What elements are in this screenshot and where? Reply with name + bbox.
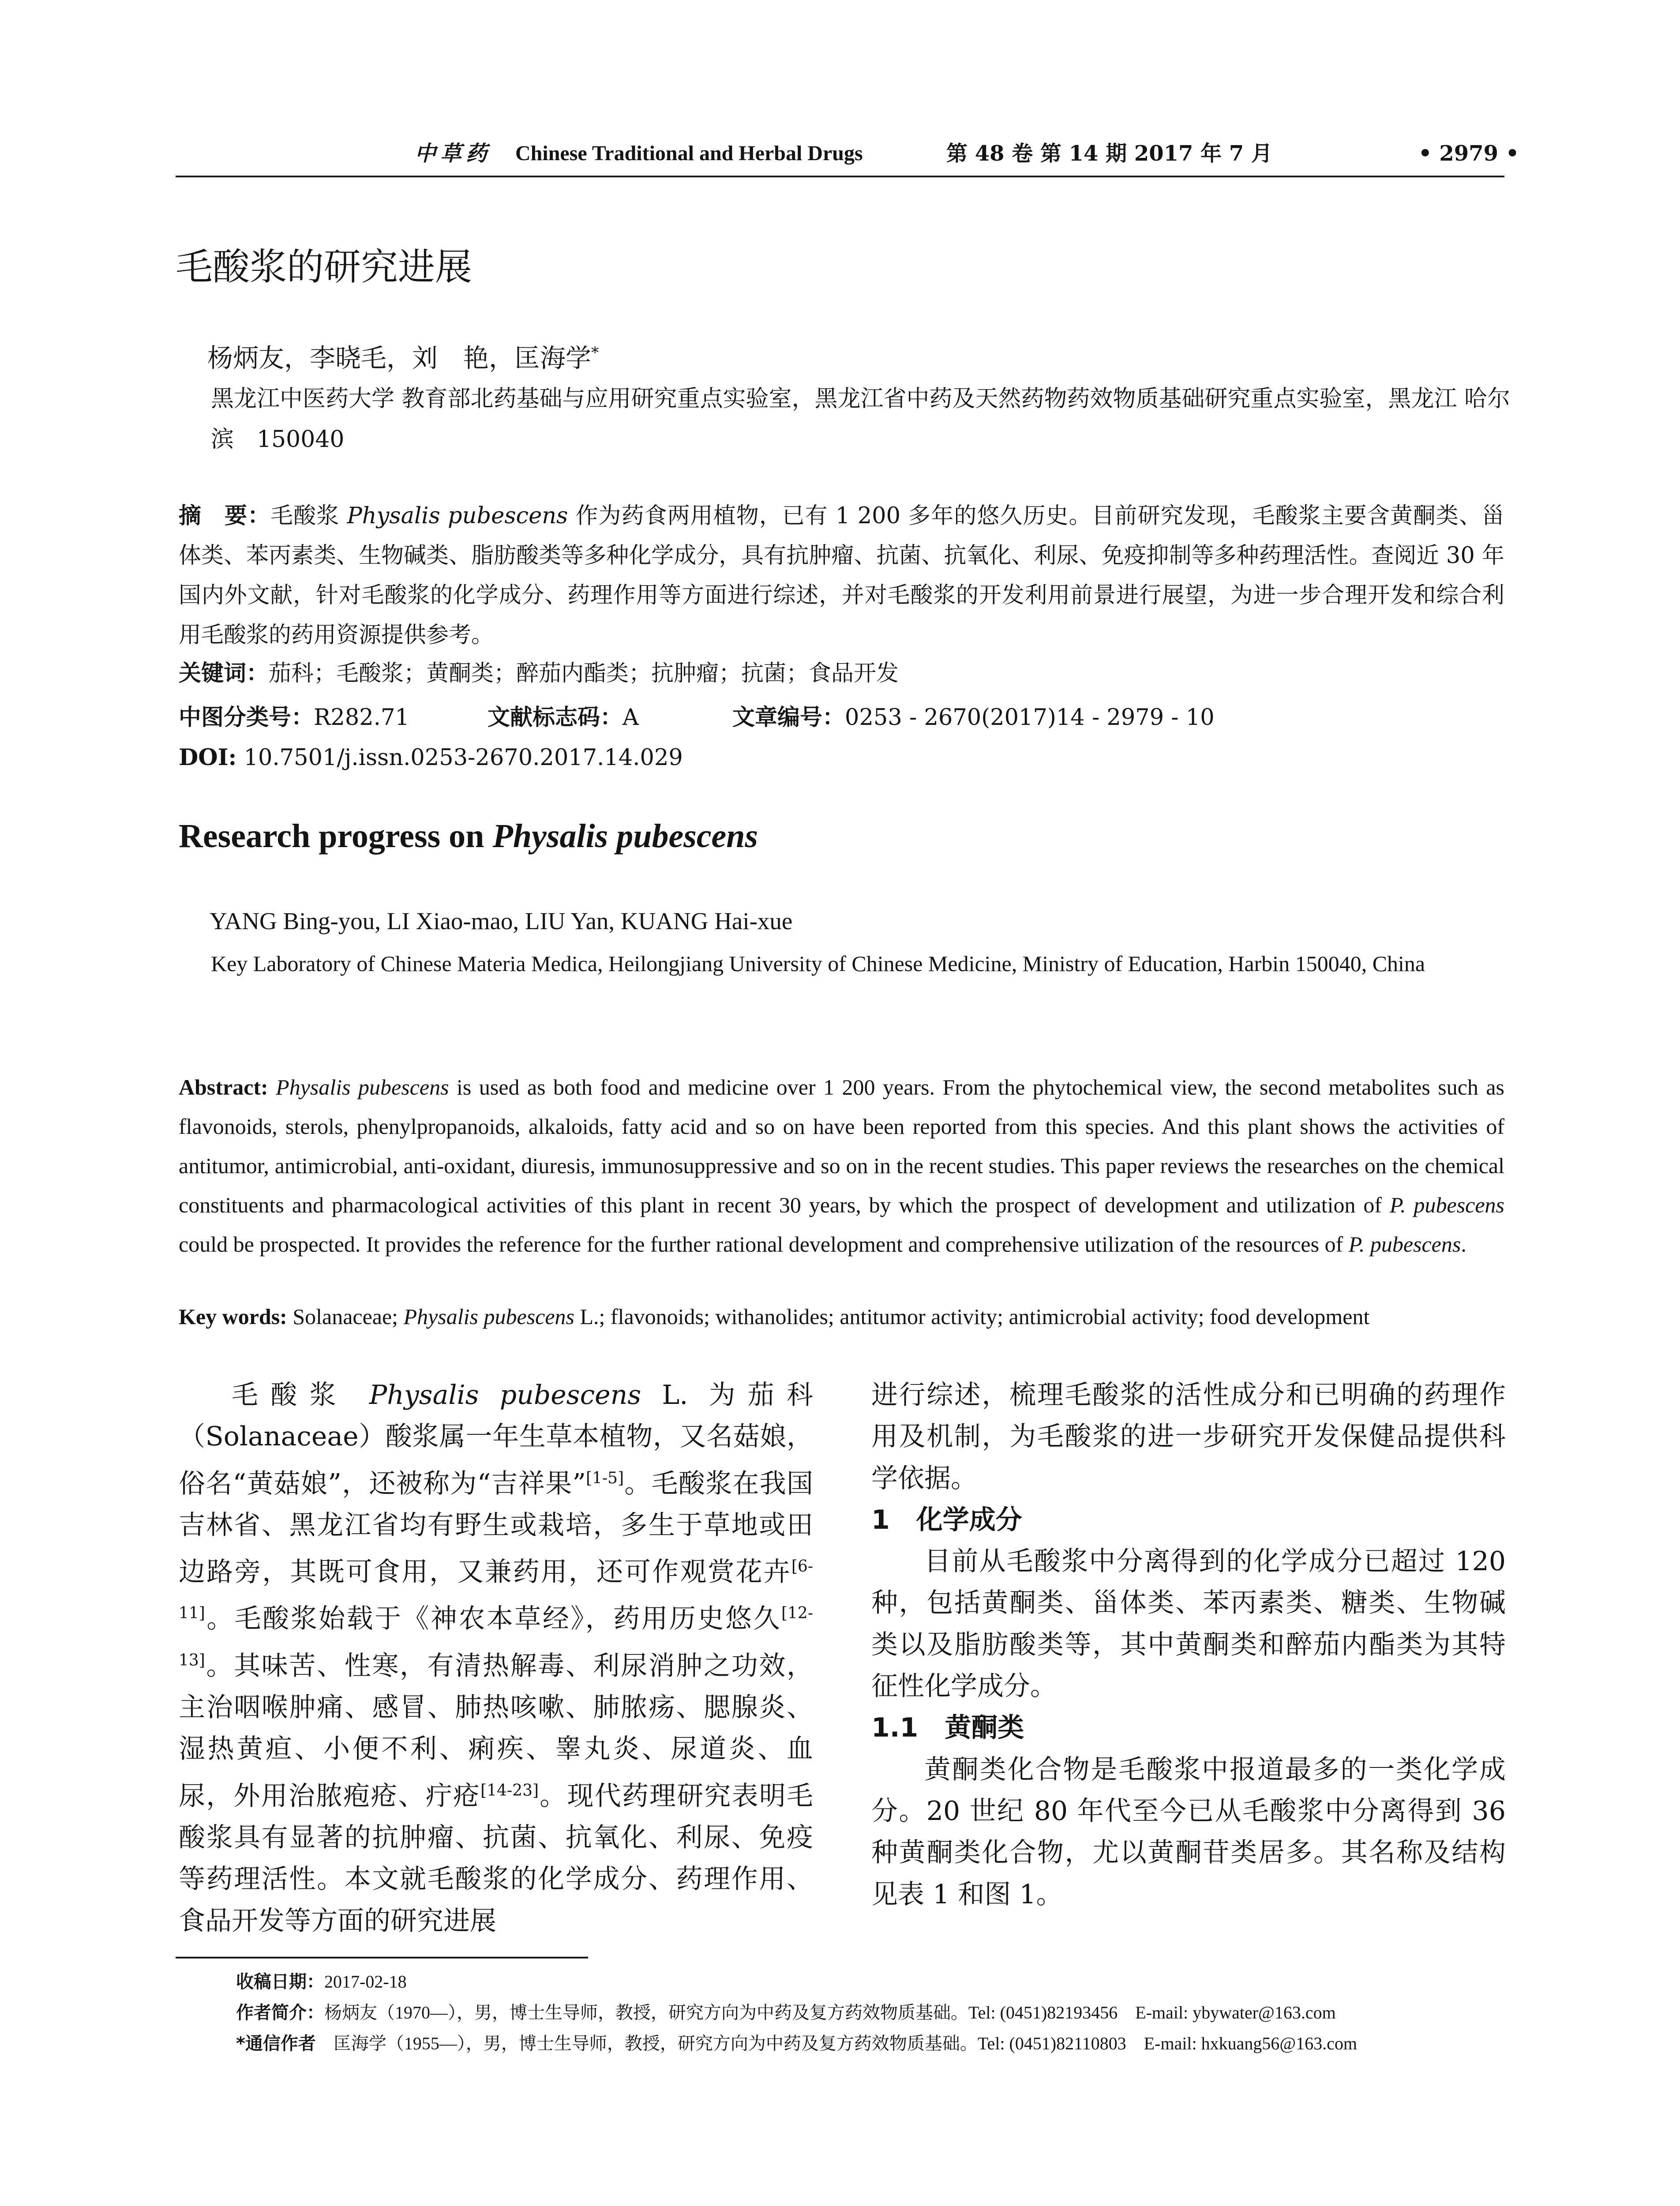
- abstract-en-text: could be prospected. It provides the reference for the further rational development and comprehensive utilization of the resources of: [179, 1232, 1349, 1257]
- article-number-label: 文章编号：: [732, 705, 845, 731]
- citation[interactable]: [6-11]: [179, 1557, 813, 1623]
- received-value: 2017-02-18: [324, 1972, 407, 1992]
- journal-name-cn: 中草药: [415, 141, 492, 166]
- footnote-rule: [176, 1957, 588, 1958]
- keywords-en: [179, 1297, 1504, 1336]
- body-text: 。毛酸浆在我国吉林省、黑龙江省均有野生或栽培，多生于草地或田边路旁，其既可食用，又兼药用，还可作观赏花卉: [179, 1468, 814, 1588]
- body-text: 。其味苦、性寒，有清热解毒、利尿消肿之功效，主治咽喉肿痛、感冒、肺热咳嗽、肺脓疡、腮腺炎、湿热黄疸、小便不利、痢疾、睾丸炎、尿道炎、血尿，外用治脓疱疮、疔疮: [179, 1650, 813, 1812]
- species-name: P. pubescens: [1348, 1232, 1461, 1257]
- keywords-en-text: Solanaceae;: [287, 1304, 404, 1329]
- authors-cn-text: 杨炳友，李晓毛，刘 艳，匡海学: [207, 343, 592, 373]
- issue-info: 第 48 卷 第 14 期 2017 年 7 月: [946, 141, 1272, 166]
- bio-text: 杨炳友（1970—），男，博士生导师，教授，研究方向为中药及复方药效物质基础。Tel: (0451)82193456 E-mail: ybywater@163.com: [324, 2003, 1336, 2022]
- species-name: Physalis pubescens: [369, 1380, 641, 1411]
- header-rule: [176, 176, 1504, 177]
- article-number: [732, 698, 1215, 738]
- body-text: L. 为茄科（Solanaceae）酸浆属一年生草本植物，又名菇娘，俗名“黄菇娘”，还被称为“吉祥果”: [179, 1380, 813, 1499]
- section-heading: 1 化学成分: [871, 1504, 1022, 1535]
- clc-number: [179, 698, 409, 738]
- received-label: 收稿日期：: [236, 1972, 324, 1992]
- corr-text: 匡海学（1955—），男，博士生导师，教授，研究方向为中药及复方药效物质基础。Tel: (0451)82110803 E-mail: hxkuang56@163.com: [315, 2033, 1358, 2053]
- doc-code-label: 文献标志码：: [488, 705, 623, 731]
- doc-code-value: A: [622, 705, 639, 731]
- clc-value: R282.71: [314, 705, 409, 731]
- title-en: [179, 814, 758, 858]
- doi-label: DOI:: [179, 744, 237, 771]
- document-code: [488, 698, 639, 738]
- subsection-heading: 1.1 黄酮类: [871, 1712, 1024, 1744]
- clc-label: 中图分类号：: [179, 705, 314, 731]
- abstract-en-text: .: [1461, 1232, 1466, 1257]
- species-name: Physalis pubescens: [347, 503, 568, 529]
- abstract-en: [179, 1068, 1504, 1264]
- affiliation-cn: 黑龙江中医药大学 教育部北药基础与应用研究重点实验室，黑龙江省中药及天然药物药效物质基础研究重点实验室，黑龙江 哈尔滨 150040: [211, 386, 1511, 453]
- authors-en: YANG Bing-you, LI Xiao-mao, LIU Yan, KUANG Hai-xue: [210, 908, 793, 934]
- journal-name-en: Chinese Traditional and Herbal Drugs: [515, 142, 863, 165]
- page-number: • 2979 •: [1418, 141, 1519, 166]
- species-name: P. pubescens: [1390, 1193, 1505, 1217]
- abstract-en-label: Abstract:: [179, 1075, 268, 1099]
- authors-cn: [207, 335, 599, 375]
- abstract-cn: [179, 496, 1504, 655]
- section-paragraph: 目前从毛酸浆中分离得到的化学成分已超过 120 种，包括黄酮类、甾体类、苯丙素类、糖类、生物碱类以及脂肪酸类等，其中黄酮类和醉茄内酯类为其特征性化学成分。: [871, 1546, 1506, 1702]
- doi: [179, 738, 683, 778]
- title-cn: 毛酸浆的研究进展: [176, 245, 472, 289]
- received-date: [236, 1969, 407, 1995]
- title-en-text: Research progress on: [179, 818, 493, 855]
- citation[interactable]: [14-23]: [480, 1781, 539, 1800]
- body-left-column: [179, 1374, 813, 1942]
- body-text: 毛酸浆: [232, 1380, 369, 1411]
- keywords-cn-text: 茄科；毛酸浆；黄酮类；醉茄内酯类；抗肿瘤；抗菌；食品开发: [269, 660, 899, 687]
- body-text: 。现代药理研究表明毛酸浆具有显著的抗肿瘤、抗菌、抗氧化、利尿、免疫等药理活性。本文就毛酸浆的化学成分、药理作用、食品开发等方面的研究进展: [179, 1780, 814, 1936]
- abstract-cn-text: 毛酸浆: [270, 503, 347, 529]
- species-name: Physalis pubescens: [492, 818, 758, 855]
- citation[interactable]: [12-13]: [179, 1604, 813, 1670]
- abstract-cn-text: 作为药食两用植物，已有 1 200 多年的悠久历史。目前研究发现，毛酸浆主要含黄酮类、甾体类、苯丙素类、生物碱类、脂肪酸类等多种化学成分，具有抗肿瘤、抗菌、抗氧化、利尿、免疫抑制等多种药理活性。查阅近 30 年国内外文献，针对毛酸浆的化学成分、药理作用等方面进行综述，并对毛酸浆的开发利用前景进行展望，为进一步合理开发和综合利用毛酸浆的药用资源提供参考。: [179, 503, 1504, 648]
- species-name: Physalis pubescens: [276, 1075, 449, 1099]
- bio-label: 作者简介：: [236, 2003, 324, 2023]
- affiliation-en: Key Laboratory of Chinese Materia Medica, Heilongjiang University of Chinese Medicine, Ministry of Education, Harbin 150040, China: [211, 951, 1425, 976]
- abstract-cn-label: 摘 要：: [179, 503, 271, 529]
- keywords-en-text: L.; flavonoids; withanolides; antitumor activity; antimicrobial activity; food development: [574, 1304, 1370, 1329]
- keywords-en-label: Key words:: [179, 1304, 287, 1329]
- article-number-value: 0253 - 2670(2017)14 - 2979 - 10: [845, 705, 1215, 731]
- subsection-paragraph: 黄酮类化合物是毛酸浆中报道最多的一类化学成分。20 世纪 80 年代至今已从毛酸浆中分离得到 36 种黄酮类化合物，尤以黄酮苷类居多。其名称及结构见表 1 和图 1。: [871, 1754, 1506, 1910]
- corresponding-mark: *: [591, 344, 599, 362]
- body-text: 。毛酸浆始载于《神农本草经》，药用历史悠久: [205, 1603, 781, 1635]
- citation[interactable]: [1-5]: [586, 1469, 624, 1487]
- corresponding-author: [236, 2030, 1357, 2057]
- intro-paragraph: [179, 1374, 813, 1942]
- body-right-column: [871, 1374, 1506, 1915]
- abstract-en-text: is used as both food and medicine over 1 200 years. From the phytochemical view, the second metabolites such as flavonoids, sterols, phenylpropanoids, alkaloids, fatty acid and so on have been reported from this species. And this plant shows the activities of antitumor, antimicrobial, anti-oxidant, diuresis, immunosuppressive and so on in the recent studies. This paper reviews the researches on the chemical constituents and pharmacological activities of this plant in recent 30 years, by which the prospect of development and utilization of: [179, 1075, 1504, 1217]
- species-name: Physalis pubescens: [403, 1304, 574, 1329]
- intro-paragraph-continued: 进行综述，梳理毛酸浆的活性成分和已明确的药理作用及机制，为毛酸浆的进一步研究开发保健品提供科学依据。: [871, 1380, 1506, 1494]
- keywords-cn: [179, 654, 899, 694]
- doi-value[interactable]: 10.7501/j.issn.0253-2670.2017.14.029: [244, 745, 683, 771]
- author-bio: [236, 2000, 1336, 2026]
- corr-label: *通信作者: [236, 2033, 316, 2054]
- keywords-cn-label: 关键词：: [179, 660, 269, 687]
